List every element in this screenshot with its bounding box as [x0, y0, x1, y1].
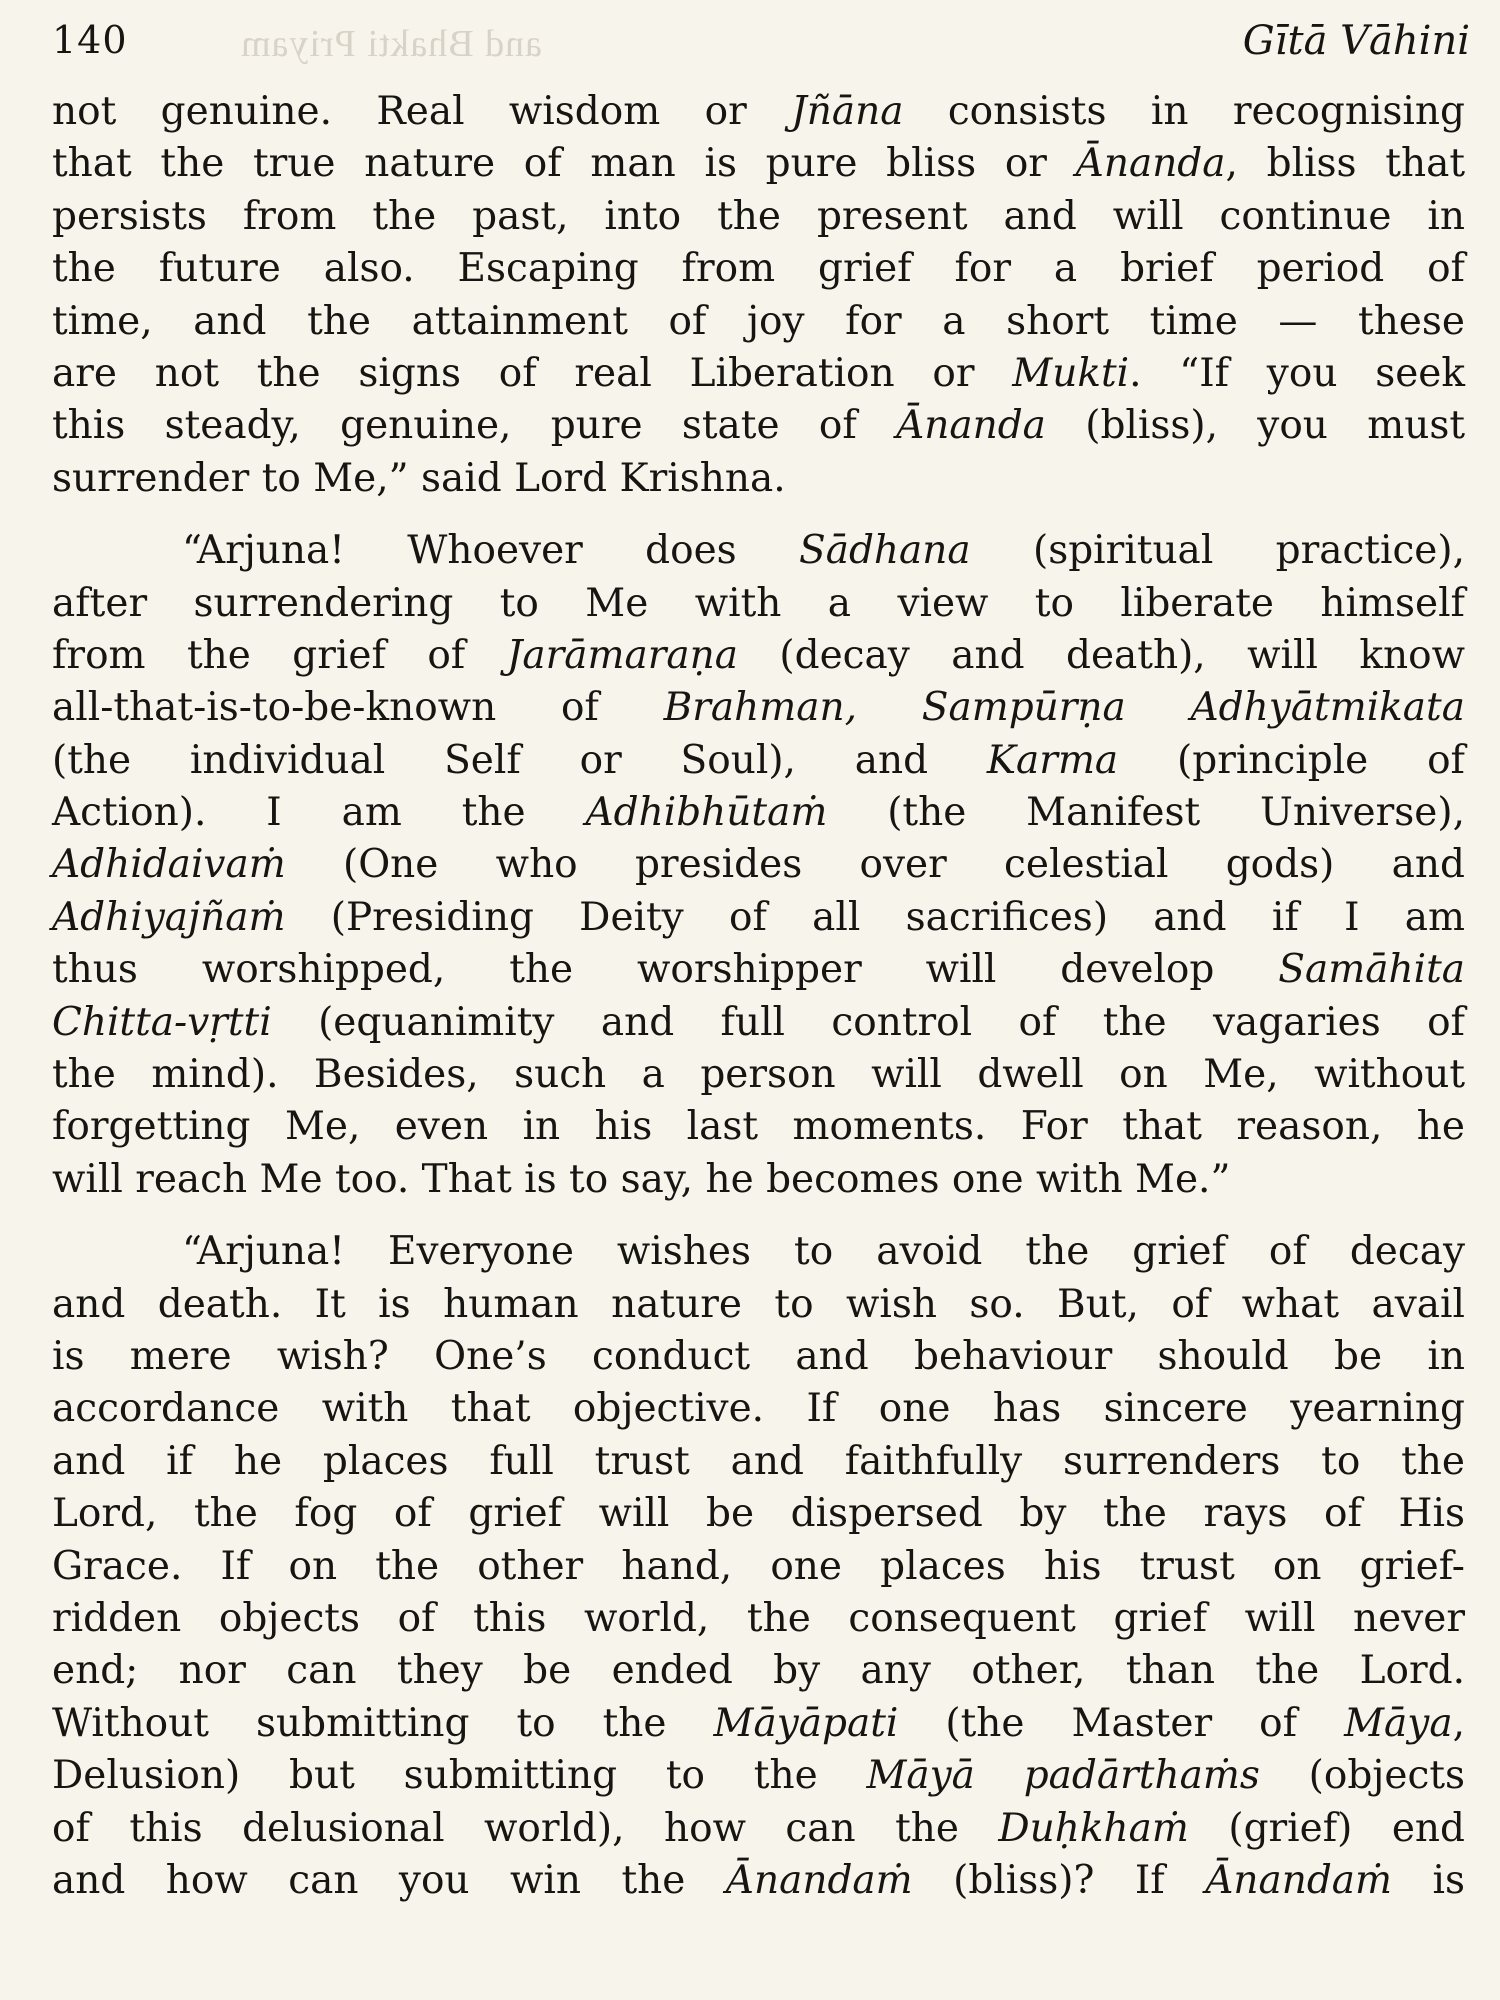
text-run: (Presiding Deity of all sacrifices) and if I am [285, 894, 1465, 940]
text-line [52, 1101, 1465, 1153]
text-run: , [1452, 1700, 1465, 1746]
text-line [52, 630, 1465, 682]
text-run: “Arjuna! Whoever does [182, 528, 799, 574]
text-line [52, 1049, 1465, 1101]
text-line [52, 525, 1465, 577]
page-number: 140 [52, 18, 128, 62]
text-line [52, 1541, 1465, 1593]
text-line [52, 1154, 1465, 1206]
text-run: “Arjuna! Everyone wishes to avoid the grief of decay [182, 1229, 1465, 1275]
italic-term: Adhidaivaṁ [52, 842, 286, 888]
italic-term: Samāhita [1278, 947, 1465, 993]
text-run: and death. It is human nature to wish so. But, of what avail [52, 1281, 1465, 1327]
italic-term: Duḥkhaṁ [998, 1805, 1189, 1851]
text-run: forgetting Me, even in his last moments. For that reason, he [52, 1104, 1465, 1150]
text-run: ridden objects of this world, the consequent grief will never [52, 1595, 1465, 1641]
text-run: and if he places full trust and faithfully surrenders to the [52, 1438, 1465, 1484]
text-line [52, 400, 1465, 452]
italic-term: Mukti [1012, 350, 1130, 396]
text-line [52, 1645, 1465, 1697]
page-header [50, 18, 1470, 74]
text-line [52, 1331, 1465, 1383]
italic-term: Ānandaṁ [1205, 1857, 1393, 1903]
text-run: (bliss)? If [912, 1857, 1206, 1903]
text-run: (equanimity and full control of the vagaries of [271, 999, 1465, 1045]
text-run: (objects [1259, 1753, 1465, 1799]
text-line [52, 578, 1465, 630]
text-line [52, 997, 1465, 1049]
text-run: (decay and death), will know [737, 632, 1465, 678]
text-line [52, 191, 1465, 243]
paragraph [52, 1226, 1465, 1907]
italic-term: Jarāmaraṇa [506, 632, 738, 678]
italic-term: Sādhana [798, 528, 971, 574]
text-line [52, 1226, 1465, 1278]
text-line [52, 735, 1465, 787]
text-run: (bliss), you must [1045, 403, 1466, 449]
text-line [52, 787, 1465, 839]
text-run: is mere wish? One’s conduct and behaviour should be in [52, 1333, 1465, 1379]
text-run: Without submitting to the [52, 1700, 714, 1746]
text-line [52, 348, 1465, 400]
italic-term: Karma [986, 737, 1119, 783]
italic-term: Brahman, Sampūrṇa Adhyātmikata [663, 685, 1465, 731]
text-run: will reach Me too. That is to say, he becomes one with Me.” [52, 1156, 1231, 1202]
text-line [52, 892, 1465, 944]
text-run: the mind). Besides, such a person will dwell on Me, without [52, 1052, 1465, 1098]
text-line [52, 86, 1465, 138]
text-line [52, 243, 1465, 295]
italic-term: Chitta-vṛtti [52, 999, 272, 1045]
text-run: and how can you win the [52, 1857, 726, 1903]
body-text [52, 86, 1465, 1927]
text-run: all-that-is-to-be-known of [52, 685, 664, 731]
text-run: Lord, the fog of grief will be dispersed by the rays of His [52, 1491, 1465, 1537]
bleed-through-text: and Bhakti Priyam [240, 23, 542, 65]
paragraph [52, 86, 1465, 505]
text-run: not genuine. Real wisdom or [52, 89, 792, 134]
text-run: accordance with that objective. If one has sincere yearning [52, 1386, 1465, 1432]
text-line [52, 944, 1465, 996]
text-line [52, 1383, 1465, 1435]
text-run: after surrendering to Me with a view to liberate himself [52, 580, 1465, 626]
text-run: are not the signs of real Liberation or [52, 350, 1013, 396]
text-run: (grief) end [1188, 1805, 1465, 1851]
text-run: the future also. Escaping from grief for a brief period of [52, 246, 1465, 292]
text-run: (spiritual practice), [970, 528, 1465, 574]
text-line [52, 839, 1465, 891]
text-line [52, 682, 1465, 734]
text-line [52, 1488, 1465, 1540]
text-run: (the individual Self or Soul), and [52, 737, 987, 783]
text-run: , bliss that [1225, 141, 1465, 187]
text-run: time, and the attainment of joy for a short time — these [52, 298, 1465, 344]
italic-term: Māyā padārthaṁs [866, 1753, 1260, 1799]
text-run: this steady, genuine, pure state of [52, 403, 897, 449]
text-run: (principle of [1118, 737, 1465, 783]
text-line [52, 1436, 1465, 1488]
italic-term: Ānandaṁ [725, 1857, 913, 1903]
running-title: Gītā Vāhini [1242, 18, 1470, 64]
text-run: surrender to Me,” said Lord Krishna. [52, 455, 786, 501]
italic-term: Ānanda [896, 403, 1046, 449]
italic-term: Adhibhūtaṁ [585, 790, 828, 836]
text-line [52, 1593, 1465, 1645]
text-line [52, 296, 1465, 348]
italic-term: Jñāna [791, 89, 904, 134]
italic-term: Adhiyajñaṁ [52, 894, 286, 940]
text-line [52, 453, 1465, 505]
text-run: Grace. If on the other hand, one places his trust on grief- [52, 1543, 1465, 1589]
text-run: . “If you seek [1129, 350, 1465, 396]
paragraph [52, 525, 1465, 1206]
text-run: (the Master of [898, 1700, 1345, 1746]
text-run: end; nor can they be ended by any other, than the Lord. [52, 1648, 1465, 1694]
text-line [52, 1855, 1465, 1907]
text-line [52, 1698, 1465, 1750]
italic-term: Māyāpati [713, 1700, 899, 1746]
text-run: (One who presides over celestial gods) and [285, 842, 1465, 888]
italic-term: Māya [1344, 1700, 1453, 1746]
text-run: from the grief of [52, 632, 507, 678]
text-line [52, 1279, 1465, 1331]
text-run: thus worshipped, the worshipper will develop [52, 947, 1279, 993]
text-run: is [1392, 1857, 1465, 1903]
text-line [52, 1803, 1465, 1855]
text-run: (the Manifest Universe), [827, 790, 1465, 836]
text-run: Action). I am the [52, 790, 586, 836]
text-run: Delusion) but submitting to the [52, 1753, 867, 1799]
text-run: persists from the past, into the present and will continue in [52, 193, 1465, 239]
text-line [52, 1750, 1465, 1802]
text-line [52, 138, 1465, 190]
text-run: of this delusional world), how can the [52, 1805, 999, 1851]
italic-term: Ānanda [1075, 141, 1226, 187]
text-run: that the true nature of man is pure bliss or [52, 141, 1076, 187]
text-run: consists in recognising [903, 89, 1465, 134]
